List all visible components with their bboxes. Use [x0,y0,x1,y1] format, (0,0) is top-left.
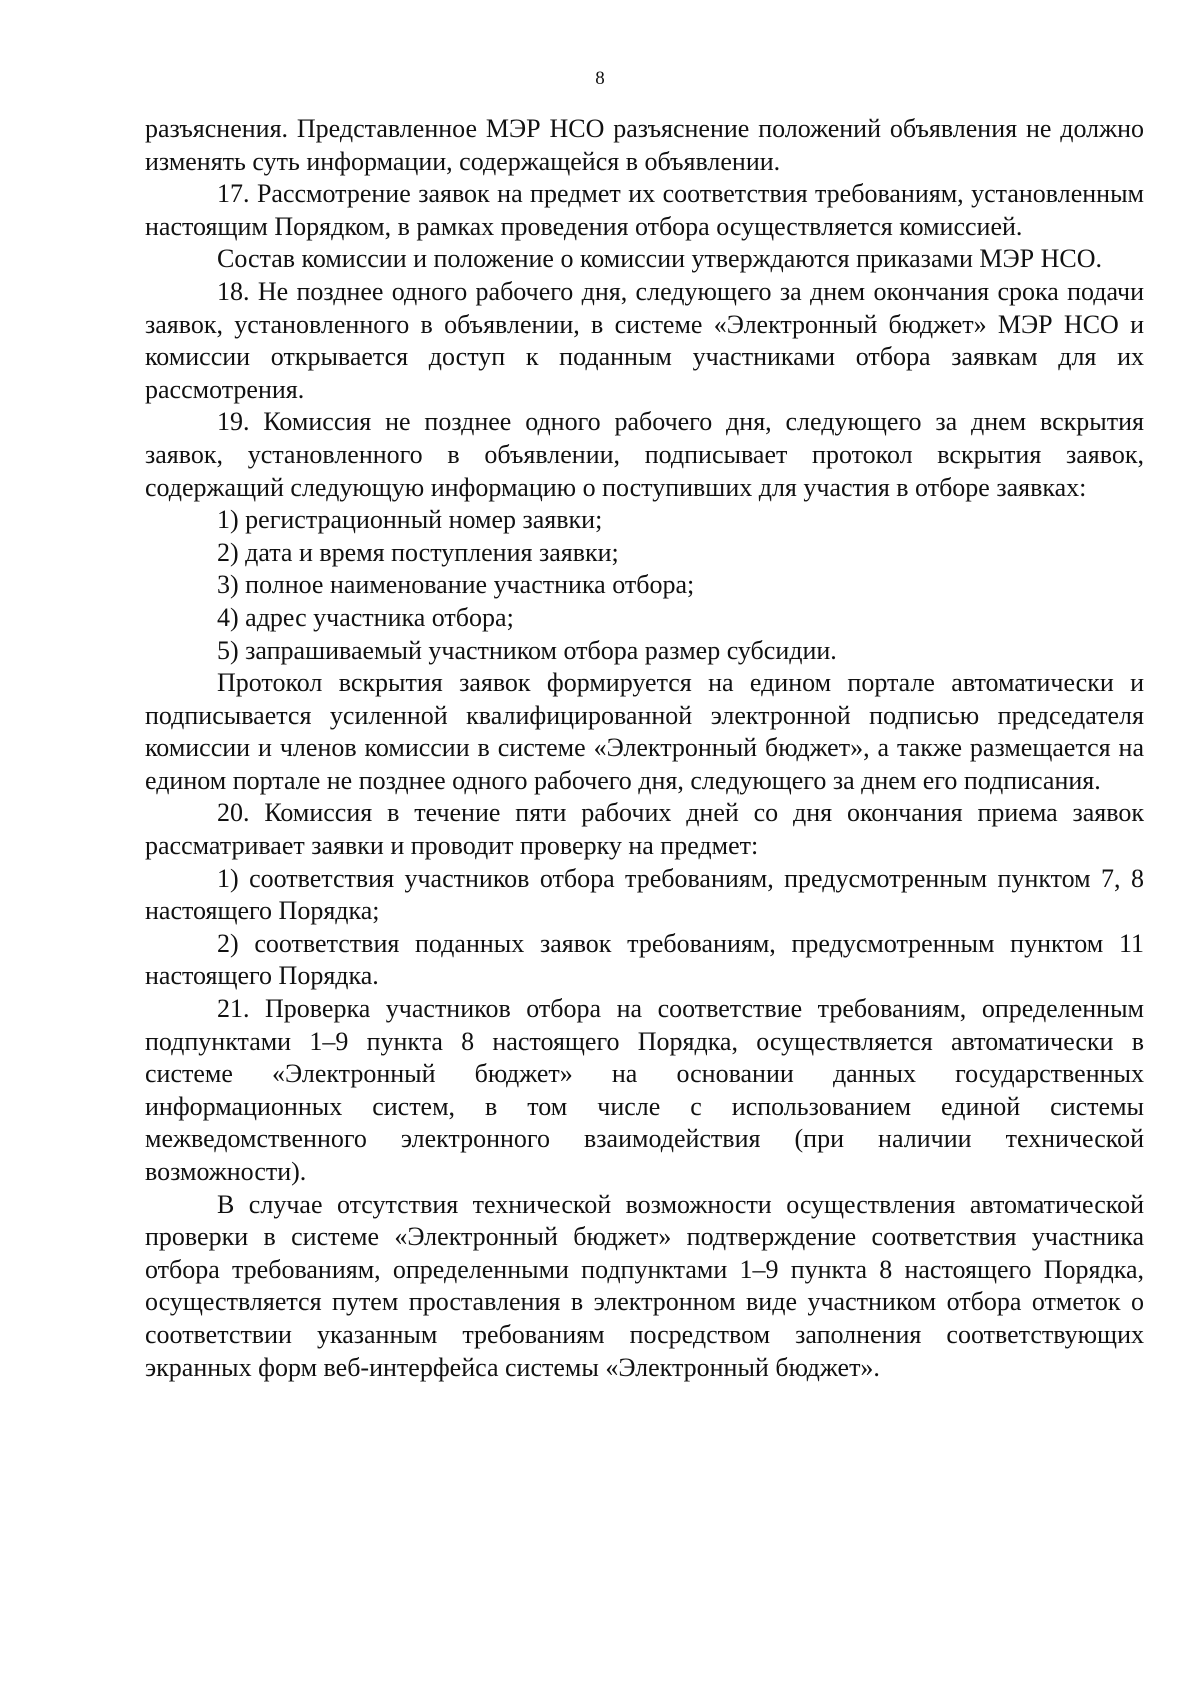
list-item: 3) полное наименование участника отбора; [217,570,695,600]
list-item: 2) соответствия поданных заявок требованиям, предусмотренным пунктом 11 настоящего Порядка. [145,928,1144,991]
list-item: 1) регистрационный номер заявки; [217,505,603,535]
paragraph: Состав комиссии и положение о комиссии утверждаются приказами МЭР НСО. [217,244,1102,274]
list-item: 2) дата и время поступления заявки; [217,537,619,567]
paragraph-item-17: 17. Рассмотрение заявок на предмет их соответствия требованиям, установленным настоящим Порядком, в рамках проведения отбора осуществляется комиссией. [145,179,1144,241]
paragraph: Протокол вскрытия заявок формируется на едином портале автоматически и подписывается усиленной квалифицированной электронной подписью председателя комиссии и членов комиссии в системе «Электронный бюджет», а также размещается на едином портале не позднее одного рабочего дня, следующего за днем его подписания. [145,668,1144,795]
paragraph-item-21: 21. Проверка участников отбора на соответствие требованиям, определенным подпунктами 1–9 пункта 8 настоящего Порядка, осуществляется автоматически в системе «Электронный бюджет» на основании данных государственных информационных систем, в том числе с использованием единой системы межведомственного электронного взаимодействия (при наличии технической возможности). [145,994,1144,1186]
list-item: 5) запрашиваемый участником отбора размер субсидии. [217,635,837,665]
paragraph-item-19: 19. Комиссия не позднее одного рабочего дня, следующего за днем вскрытия заявок, установленного в объявлении, подписывает протокол вскрытия заявок, содержащий следующую информацию о поступивших для участия в отборе заявках: [145,407,1144,502]
page-number: 8 [595,68,605,89]
document-body [145,113,1144,1384]
list-item: 4) адрес участника отбора; [217,602,514,632]
paragraph: В случае отсутствия технической возможности осуществления автоматической проверки в системе «Электронный бюджет» подтверждение соответствия участника отбора требованиям, определенными подпунктами 1–9 пункта 8 настоящего Порядка, осуществляется путем проставления в электронном виде участником отбора отметок о соответствии указанным требованиям посредством заполнения соответствующих экранных форм веб-интерфейса системы «Электронный бюджет». [145,1189,1144,1382]
paragraph: разъяснения. Представленное МЭР НСО разъяснение положений объявления не должно изменять суть информации, содержащейся в объявлении. [145,114,1144,176]
paragraph-item-18: 18. Не позднее одного рабочего дня, следующего за днем окончания срока подачи заявок, установленного в объявлении, в системе «Электронный бюджет» МЭР НСО и комиссии открывается доступ к поданным участниками отбора заявкам для их рассмотрения. [145,276,1144,404]
paragraph-item-20: 20. Комиссия в течение пяти рабочих дней со дня окончания приема заявок рассматривает заявки и проводит проверку на предмет: [145,798,1144,861]
list-item: 1) соответствия участников отбора требованиям, предусмотренным пунктом 7, 8 настоящего Порядка; [145,863,1144,926]
